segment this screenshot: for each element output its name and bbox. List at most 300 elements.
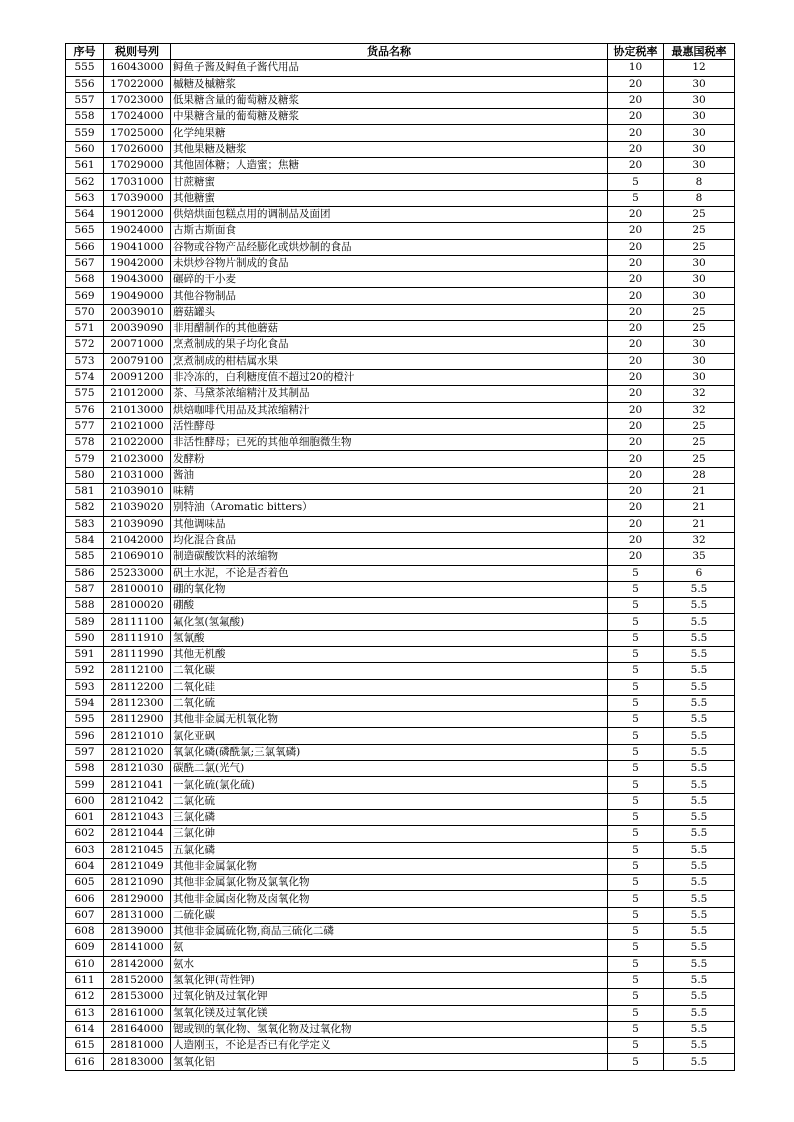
cell-serial: 596 [66,728,104,744]
cell-tariff-code: 28131000 [104,907,171,923]
cell-serial: 597 [66,744,104,760]
cell-tariff-code: 28152000 [104,972,171,988]
table-row [66,141,735,157]
cell-mfn-rate: 5.5 [664,875,735,891]
cell-tariff-code: 16043000 [104,60,171,76]
cell-mfn-rate: 12 [664,60,735,76]
cell-tariff-code: 19043000 [104,272,171,288]
table-row [66,891,735,907]
table-row [66,451,735,467]
cell-tariff-code: 20039010 [104,304,171,320]
table-row [66,206,735,222]
cell-mfn-rate: 5.5 [664,581,735,597]
table-row [66,467,735,483]
cell-mfn-rate: 28 [664,467,735,483]
cell-agreed-rate: 20 [608,451,664,467]
cell-agreed-rate: 5 [608,663,664,679]
table-row [66,288,735,304]
cell-agreed-rate: 5 [608,826,664,842]
cell-goods-name: 化学纯果糖 [171,125,608,141]
cell-serial: 606 [66,891,104,907]
cell-serial: 603 [66,842,104,858]
table-row [66,663,735,679]
table-row [66,858,735,874]
cell-serial: 608 [66,924,104,940]
cell-mfn-rate: 25 [664,206,735,222]
cell-goods-name: 烹煮制成的果子均化食品 [171,337,608,353]
cell-tariff-code: 28121044 [104,826,171,842]
cell-serial: 602 [66,826,104,842]
cell-agreed-rate: 5 [608,1005,664,1021]
cell-tariff-code: 21022000 [104,435,171,451]
cell-mfn-rate: 30 [664,125,735,141]
cell-tariff-code: 19024000 [104,223,171,239]
cell-agreed-rate: 5 [608,761,664,777]
cell-mfn-rate: 30 [664,337,735,353]
cell-mfn-rate: 5.5 [664,630,735,646]
cell-mfn-rate: 5.5 [664,777,735,793]
cell-serial: 560 [66,141,104,157]
cell-serial: 580 [66,467,104,483]
cell-serial: 610 [66,956,104,972]
table-row [66,272,735,288]
cell-agreed-rate: 5 [608,646,664,662]
cell-goods-name: 烘焙咖啡代用品及其浓缩精汁 [171,402,608,418]
table-row [66,777,735,793]
cell-serial: 583 [66,516,104,532]
cell-goods-name: 非冷冻的，白利糖度值不超过20的橙汁 [171,369,608,385]
cell-serial: 600 [66,793,104,809]
cell-agreed-rate: 5 [608,630,664,646]
cell-agreed-rate: 20 [608,272,664,288]
cell-agreed-rate: 20 [608,206,664,222]
table-row [66,1005,735,1021]
table-row [66,255,735,271]
cell-agreed-rate: 20 [608,484,664,500]
cell-agreed-rate: 5 [608,972,664,988]
table-row [66,809,735,825]
cell-agreed-rate: 20 [608,386,664,402]
cell-mfn-rate: 30 [664,141,735,157]
cell-goods-name: 其他非金属氯化物 [171,858,608,874]
cell-serial: 595 [66,712,104,728]
cell-goods-name: 茶、马黛茶浓缩精汁及其制品 [171,386,608,402]
cell-agreed-rate: 20 [608,288,664,304]
table-row [66,369,735,385]
cell-serial: 582 [66,500,104,516]
cell-serial: 585 [66,549,104,565]
table-row [66,304,735,320]
cell-mfn-rate: 5.5 [664,972,735,988]
cell-tariff-code: 28112300 [104,695,171,711]
cell-tariff-code: 28121042 [104,793,171,809]
cell-tariff-code: 21012000 [104,386,171,402]
cell-agreed-rate: 20 [608,125,664,141]
cell-serial: 587 [66,581,104,597]
cell-mfn-rate: 30 [664,255,735,271]
tariff-table [65,43,735,1071]
cell-serial: 561 [66,158,104,174]
cell-goods-name: 未烘炒谷物片制成的食品 [171,255,608,271]
cell-goods-name: 古斯古斯面食 [171,223,608,239]
cell-tariff-code: 28111910 [104,630,171,646]
cell-goods-name: 蘑菇罐头 [171,304,608,320]
table-row [66,532,735,548]
table-row [66,712,735,728]
cell-tariff-code: 21039020 [104,500,171,516]
cell-serial: 568 [66,272,104,288]
cell-agreed-rate: 5 [608,809,664,825]
cell-mfn-rate: 8 [664,190,735,206]
cell-goods-name: 别特油（Aromatic bitters） [171,500,608,516]
cell-mfn-rate: 5.5 [664,728,735,744]
cell-agreed-rate: 20 [608,549,664,565]
cell-goods-name: 酱油 [171,467,608,483]
table-row [66,353,735,369]
cell-tariff-code: 28121043 [104,809,171,825]
cell-serial: 591 [66,646,104,662]
cell-agreed-rate: 5 [608,1021,664,1037]
table-row [66,614,735,630]
cell-tariff-code: 17022000 [104,76,171,92]
table-row [66,109,735,125]
table-row [66,484,735,500]
cell-tariff-code: 28139000 [104,924,171,940]
cell-agreed-rate: 20 [608,418,664,434]
cell-agreed-rate: 5 [608,924,664,940]
cell-goods-name: 氧氯化磷(磷酰氯;三氯氧磷) [171,744,608,760]
cell-tariff-code: 21023000 [104,451,171,467]
cell-mfn-rate: 5.5 [664,793,735,809]
table-row [66,744,735,760]
cell-goods-name: 其他非金属卤化物及卤氧化物 [171,891,608,907]
cell-goods-name: 过氧化钠及过氧化钾 [171,989,608,1005]
cell-tariff-code: 20071000 [104,337,171,353]
cell-serial: 614 [66,1021,104,1037]
cell-agreed-rate: 5 [608,989,664,1005]
cell-agreed-rate: 5 [608,907,664,923]
header-mfn-rate: 最惠国税率 [664,44,735,60]
header-goods-name: 货品名称 [171,44,608,60]
cell-tariff-code: 28153000 [104,989,171,1005]
cell-tariff-code: 28121010 [104,728,171,744]
cell-agreed-rate: 5 [608,891,664,907]
cell-tariff-code: 21039010 [104,484,171,500]
cell-goods-name: 碳酰二氯(光气) [171,761,608,777]
cell-serial: 586 [66,565,104,581]
cell-mfn-rate: 5.5 [664,614,735,630]
cell-serial: 615 [66,1038,104,1054]
cell-tariff-code: 17031000 [104,174,171,190]
cell-agreed-rate: 20 [608,516,664,532]
cell-tariff-code: 19049000 [104,288,171,304]
cell-mfn-rate: 25 [664,435,735,451]
cell-tariff-code: 17029000 [104,158,171,174]
cell-tariff-code: 21042000 [104,532,171,548]
cell-mfn-rate: 32 [664,402,735,418]
table-row [66,174,735,190]
cell-mfn-rate: 21 [664,484,735,500]
cell-tariff-code: 17039000 [104,190,171,206]
cell-goods-name: 甘蔗糖蜜 [171,174,608,190]
cell-agreed-rate: 20 [608,532,664,548]
cell-tariff-code: 28112200 [104,679,171,695]
cell-agreed-rate: 20 [608,239,664,255]
cell-agreed-rate: 5 [608,744,664,760]
cell-goods-name: 非用醋制作的其他蘑菇 [171,321,608,337]
table-row [66,223,735,239]
table-row [66,158,735,174]
cell-serial: 598 [66,761,104,777]
cell-goods-name: 矾土水泥，不论是否着色 [171,565,608,581]
cell-goods-name: 二氧化硫 [171,695,608,711]
cell-tariff-code: 28129000 [104,891,171,907]
cell-goods-name: 二氧化硅 [171,679,608,695]
cell-goods-name: 氢氧化铝 [171,1054,608,1070]
table-row [66,842,735,858]
cell-serial: 604 [66,858,104,874]
cell-tariff-code: 28181000 [104,1038,171,1054]
cell-goods-name: 中果糖含量的葡萄糖及糖浆 [171,109,608,125]
cell-mfn-rate: 5.5 [664,598,735,614]
cell-mfn-rate: 5.5 [664,695,735,711]
cell-mfn-rate: 5.5 [664,907,735,923]
cell-mfn-rate: 25 [664,418,735,434]
cell-goods-name: 氟化氢(氢氟酸) [171,614,608,630]
cell-tariff-code: 28164000 [104,1021,171,1037]
cell-goods-name: 二氧化碳 [171,663,608,679]
cell-agreed-rate: 5 [608,842,664,858]
cell-goods-name: 氢氧化镁及过氧化镁 [171,1005,608,1021]
cell-serial: 616 [66,1054,104,1070]
cell-goods-name: 供焙烘面包糕点用的调制品及面团 [171,206,608,222]
cell-mfn-rate: 5.5 [664,679,735,695]
cell-serial: 577 [66,418,104,434]
cell-mfn-rate: 21 [664,516,735,532]
cell-goods-name: 其他调味品 [171,516,608,532]
table-body [66,60,735,1070]
table-row [66,125,735,141]
cell-goods-name: 其他无机酸 [171,646,608,662]
table-row [66,972,735,988]
cell-serial: 572 [66,337,104,353]
cell-tariff-code: 28141000 [104,940,171,956]
header-serial: 序号 [66,44,104,60]
cell-serial: 592 [66,663,104,679]
cell-goods-name: 二氯化硫 [171,793,608,809]
cell-tariff-code: 21039090 [104,516,171,532]
cell-serial: 579 [66,451,104,467]
cell-mfn-rate: 30 [664,109,735,125]
cell-tariff-code: 28161000 [104,1005,171,1021]
cell-serial: 594 [66,695,104,711]
cell-mfn-rate: 32 [664,532,735,548]
cell-goods-name: 氨 [171,940,608,956]
cell-serial: 575 [66,386,104,402]
cell-mfn-rate: 8 [664,174,735,190]
cell-tariff-code: 21021000 [104,418,171,434]
cell-agreed-rate: 20 [608,369,664,385]
cell-tariff-code: 19042000 [104,255,171,271]
cell-agreed-rate: 5 [608,565,664,581]
table-row [66,402,735,418]
cell-mfn-rate: 5.5 [664,989,735,1005]
table-row [66,646,735,662]
cell-tariff-code: 17023000 [104,92,171,108]
cell-mfn-rate: 30 [664,353,735,369]
table-row [66,940,735,956]
cell-goods-name: 碾碎的干小麦 [171,272,608,288]
cell-goods-name: 低果糖含量的葡萄糖及糖浆 [171,92,608,108]
cell-goods-name: 活性酵母 [171,418,608,434]
cell-serial: 565 [66,223,104,239]
table-row [66,337,735,353]
cell-mfn-rate: 5.5 [664,761,735,777]
cell-goods-name: 氯化亚砜 [171,728,608,744]
cell-mfn-rate: 32 [664,386,735,402]
cell-serial: 557 [66,92,104,108]
cell-mfn-rate: 30 [664,369,735,385]
cell-tariff-code: 17025000 [104,125,171,141]
table-row [66,728,735,744]
cell-goods-name: 其他非金属无机氧化物 [171,712,608,728]
cell-agreed-rate: 5 [608,956,664,972]
table-row [66,695,735,711]
cell-serial: 584 [66,532,104,548]
table-row [66,1021,735,1037]
cell-mfn-rate: 25 [664,223,735,239]
cell-goods-name: 一氯化硫(氯化硫) [171,777,608,793]
cell-mfn-rate: 30 [664,158,735,174]
cell-agreed-rate: 5 [608,793,664,809]
cell-goods-name: 三氯化磷 [171,809,608,825]
cell-mfn-rate: 5.5 [664,1005,735,1021]
cell-serial: 612 [66,989,104,1005]
cell-serial: 564 [66,206,104,222]
cell-mfn-rate: 5.5 [664,1054,735,1070]
table-row [66,1054,735,1070]
table-row [66,989,735,1005]
cell-serial: 567 [66,255,104,271]
cell-serial: 570 [66,304,104,320]
table-row [66,92,735,108]
cell-tariff-code: 28142000 [104,956,171,972]
cell-tariff-code: 20091200 [104,369,171,385]
table-row [66,875,735,891]
cell-tariff-code: 20079100 [104,353,171,369]
cell-serial: 593 [66,679,104,695]
cell-tariff-code: 28183000 [104,1054,171,1070]
cell-agreed-rate: 20 [608,353,664,369]
cell-mfn-rate: 35 [664,549,735,565]
cell-agreed-rate: 5 [608,1054,664,1070]
table-row [66,190,735,206]
cell-tariff-code: 19012000 [104,206,171,222]
cell-serial: 571 [66,321,104,337]
cell-goods-name: 氢氧化钾(苛性钾) [171,972,608,988]
cell-agreed-rate: 5 [608,598,664,614]
cell-mfn-rate: 5.5 [664,891,735,907]
cell-agreed-rate: 5 [608,190,664,206]
cell-mfn-rate: 21 [664,500,735,516]
cell-mfn-rate: 5.5 [664,1021,735,1037]
cell-goods-name: 谷物或谷物产品经膨化或烘炒制的食品 [171,239,608,255]
table-row [66,418,735,434]
cell-serial: 599 [66,777,104,793]
cell-serial: 589 [66,614,104,630]
cell-serial: 576 [66,402,104,418]
cell-agreed-rate: 20 [608,337,664,353]
cell-tariff-code: 28111990 [104,646,171,662]
cell-mfn-rate: 5.5 [664,712,735,728]
cell-goods-name: 其他非金属硫化物,商品三硫化二磷 [171,924,608,940]
table-row [66,60,735,76]
cell-agreed-rate: 20 [608,158,664,174]
cell-goods-name: 其他果糖及糖浆 [171,141,608,157]
cell-goods-name: 其他谷物制品 [171,288,608,304]
cell-mfn-rate: 5.5 [664,646,735,662]
cell-tariff-code: 20039090 [104,321,171,337]
cell-agreed-rate: 20 [608,321,664,337]
table-row [66,793,735,809]
cell-tariff-code: 17024000 [104,109,171,125]
cell-tariff-code: 28112900 [104,712,171,728]
header-tariff-code: 税则号列 [104,44,171,60]
table-row [66,1038,735,1054]
cell-agreed-rate: 5 [608,695,664,711]
cell-serial: 566 [66,239,104,255]
cell-agreed-rate: 20 [608,76,664,92]
cell-tariff-code: 28100020 [104,598,171,614]
cell-goods-name: 三氯化砷 [171,826,608,842]
table-row [66,630,735,646]
cell-tariff-code: 25233000 [104,565,171,581]
cell-agreed-rate: 10 [608,60,664,76]
cell-serial: 601 [66,809,104,825]
table-row [66,679,735,695]
cell-tariff-code: 19041000 [104,239,171,255]
cell-serial: 573 [66,353,104,369]
cell-agreed-rate: 5 [608,679,664,695]
cell-agreed-rate: 5 [608,712,664,728]
cell-tariff-code: 28112100 [104,663,171,679]
cell-goods-name: 其他糖蜜 [171,190,608,206]
cell-mfn-rate: 5.5 [664,809,735,825]
table-row [66,826,735,842]
table-row [66,581,735,597]
cell-mfn-rate: 30 [664,272,735,288]
cell-serial: 562 [66,174,104,190]
cell-mfn-rate: 25 [664,451,735,467]
cell-mfn-rate: 5.5 [664,924,735,940]
cell-goods-name: 均化混合食品 [171,532,608,548]
cell-mfn-rate: 25 [664,239,735,255]
cell-agreed-rate: 5 [608,858,664,874]
cell-agreed-rate: 20 [608,141,664,157]
cell-tariff-code: 28121045 [104,842,171,858]
table-row [66,76,735,92]
cell-goods-name: 槭糖及槭糖浆 [171,76,608,92]
table-row [66,435,735,451]
cell-agreed-rate: 5 [608,1038,664,1054]
table-row [66,386,735,402]
cell-mfn-rate: 6 [664,565,735,581]
cell-serial: 607 [66,907,104,923]
cell-goods-name: 氢氰酸 [171,630,608,646]
cell-serial: 611 [66,972,104,988]
cell-mfn-rate: 5.5 [664,940,735,956]
cell-goods-name: 硼酸 [171,598,608,614]
